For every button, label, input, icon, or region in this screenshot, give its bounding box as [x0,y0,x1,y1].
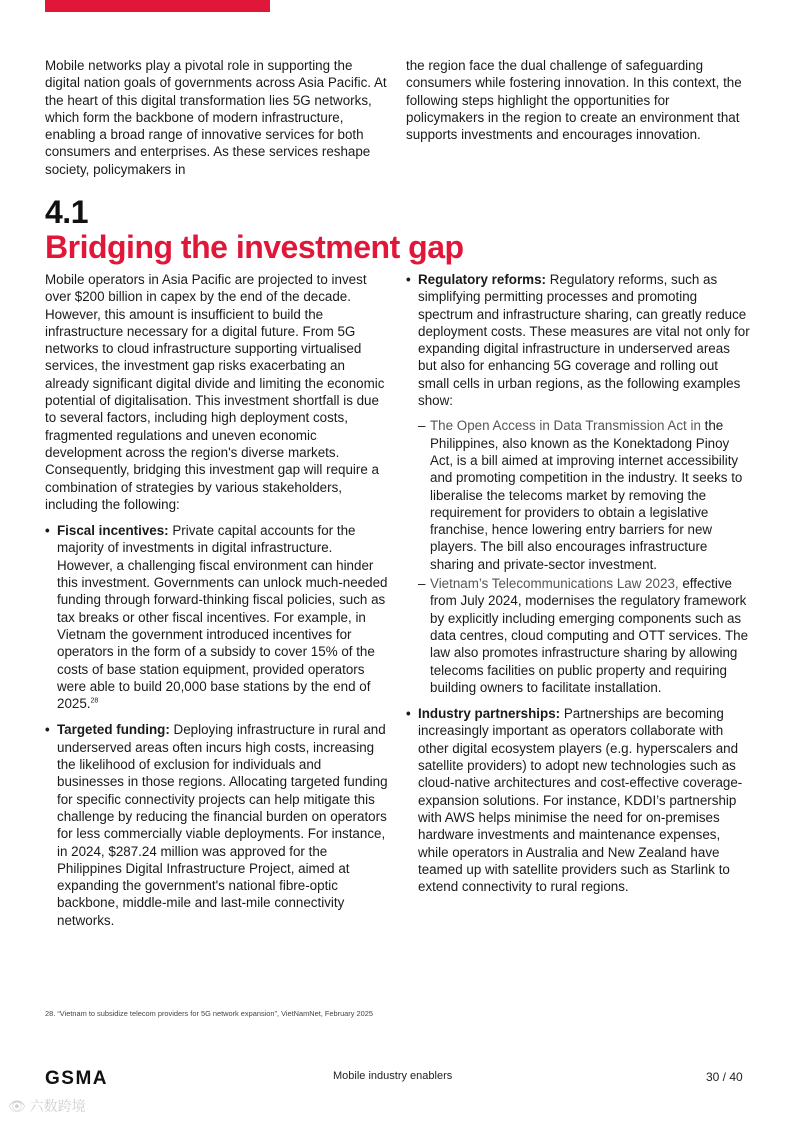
bullet-targeted-funding [45,721,390,929]
page-number: 30 / 40 [706,1070,743,1084]
regulatory-examples [418,417,751,696]
left-column [45,271,390,929]
bullet-text: Regulatory reforms, such as simplifying permitting processes and promoting spectrum and infrastructure sharing, can greatly reduce deployment costs. These measures are vital not only for expanding digital infrastructure in underserved areas but also for enhancing 5G coverage and rolling out small cells in urban regions, as the following examples show: [418,272,750,409]
example-lead: The Open Access in Data Transmission Act in [430,418,701,434]
example-vietnam [418,575,751,696]
intro-paragraph-left: Mobile networks play a pivotal role in supporting the digital nation goals of governments across Asia Pacific. At the heart of this digital transformation lies 5G networks, which form the backbone of modern infrastructure, enabling a broad range of innovative services for both consumers and enterprises. As these services reshape society, policymakers in [45,58,387,177]
intro-paragraph-right: the region face the dual challenge of safeguarding consumers while fostering innovation. In this context, the following steps highlight the opportunities for policymakers in the region to create an environment that supports investments and encourages innovation. [406,58,742,143]
example-text: effective from July 2024, modernises the regulatory framework by explicitly including emerging components such as data centres, cloud computing and OTT services. The law also promotes infrastructure sharing by allowing telecoms facilities on public property and requiring building owners to facilitate installation. [430,576,749,695]
right-column [406,271,751,895]
example-philippines [418,417,751,573]
example-text: the Philippines, also known as the Konektadong Pinoy Act, is a bill aimed at improving internet accessibility and promoting competition in the industry. It seeks to liberalise the telecoms market by removing the requirement for providers to obtain a legislative franchise, hence lowering entry barriers for new players. The bill also encourages infrastructure sharing and private-sector investment. [430,418,743,572]
bullet-text: Private capital accounts for the majority of investments in digital infrastructure. However, a challenging fiscal environment can hinder this investment. Governments can unlock much-needed funding through forward-thinking fiscal policies, such as tax breaks or other fiscal incentives. For example, in Vietnam the government introduced incentives for operators in the form of a subsidy to cover 15% of the costs of base station equipment, provided operators were able to build 20,000 base stations by the end of 2025. [57,523,388,712]
section-title: Bridging the investment gap [45,229,464,265]
bullet-text: Partnerships are becoming increasingly important as operators collaborate with other digital ecosystem players (e.g. hyperscalers and satellite providers) to adopt new technologies such as cloud-native architectures and cost-effective coverage-expansion solutions. For instance, KDDI’s partnership with AWS helps minimise the need for on-premises hardware investments and maintenance expenses, while operators in Australia and New Zealand have teamed up with satellite providers such as Starlink to extend connectivity to rural regions. [418,706,743,895]
section-number: 4.1 [45,194,88,230]
example-lead: Vietnam’s Telecommunications Law 2023, [430,576,679,592]
bullet-text: Deploying infrastructure in rural and underserved areas often incurs high costs, increasing the likelihood of exclusion for individuals and businesses in those regions. Allocating targeted funding for specific connectivity projects can help mitigate this challenge by reducing the financial burden on operators for less commercially viable deployments. For instance, in 2024, $287.24 million was approved for the Philippines Digital Infrastructure Project, aimed at expanding the government's national fibre-optic backbone, middle-mile and last-mile connectivity networks. [57,722,388,928]
bullet-regulatory-reforms [406,271,751,696]
footnote-ref[interactable]: 28 [90,697,99,705]
top-accent-bar [45,0,270,12]
watermark: 👁 六数跨境 [8,1098,86,1114]
bullet-label: Targeted funding: [57,722,170,738]
footer-section-title: Mobile industry enablers [333,1070,453,1082]
strategy-list-left [45,522,390,929]
bullet-label: Fiscal incentives: [57,523,169,539]
bullet-label: Industry partnerships: [418,706,561,722]
bullet-fiscal-incentives [45,522,390,712]
investment-gap-paragraph: Mobile operators in Asia Pacific are projected to invest over $200 billion in capex by the end of the decade. However, this amount is insufficient to build the infrastructure necessary for a digital future. From 5G networks to cloud infrastructure supporting virtualised services, the investment gap risks exacerbating an already significant digital divide and limiting the economic potential of digitalisation. This investment shortfall is due to several factors, including high deployment costs, fragmented regulations and uneven economic development across the region's diverse markets. Consequently, bridging this investment gap will require a combination of strategies by various stakeholders, including the following: [45,272,385,512]
bullet-label: Regulatory reforms: [418,272,546,287]
strategy-list-right [406,271,751,895]
footnote-28: 28. “Vietnam to subsidize telecom providers for 5G network expansion”, VietNamNet, February 2025 [45,1009,373,1018]
bullet-industry-partnerships [406,705,751,895]
gsma-logo: GSMA [45,1068,108,1089]
